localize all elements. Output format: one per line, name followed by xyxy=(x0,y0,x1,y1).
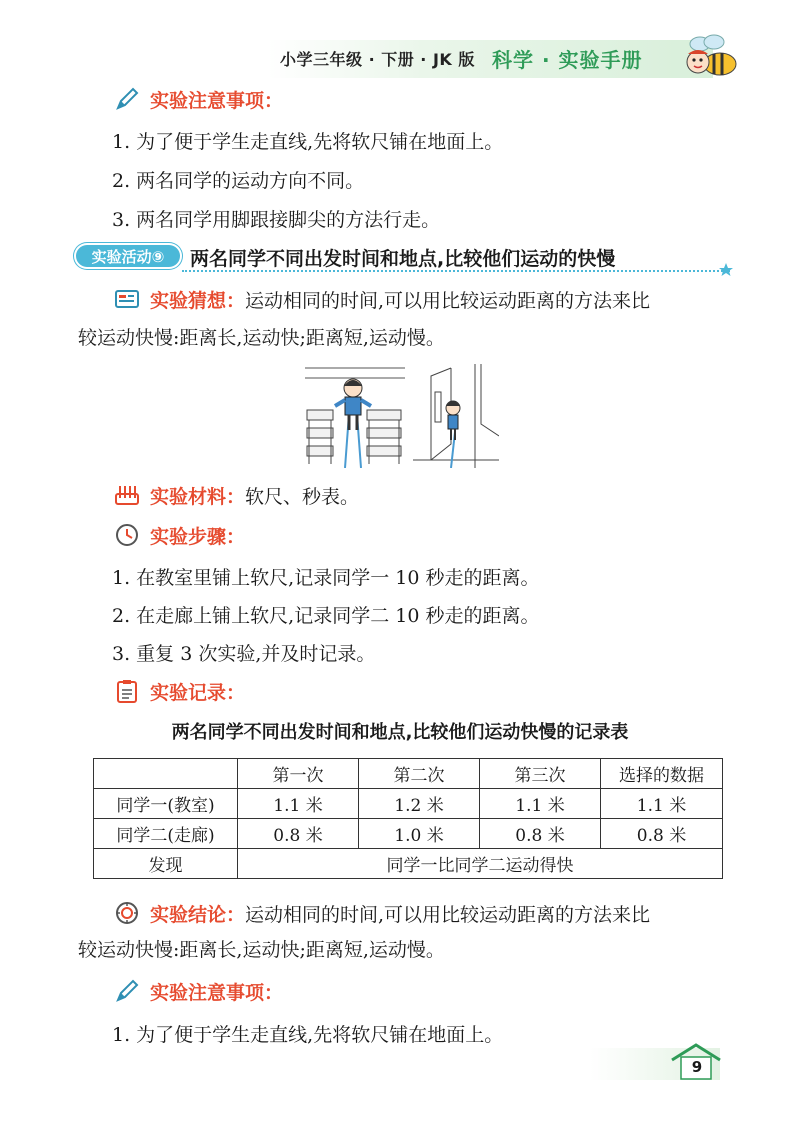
activity-title: 两名同学不同出发时间和地点,比较他们运动的快慢 xyxy=(190,248,616,270)
notes-top-item-3: 3. 两名同学用脚跟接脚尖的方法行走。 xyxy=(112,209,441,231)
table-cell: 1.1 米 xyxy=(601,789,723,819)
notes-bottom-item-1: 1. 为了便于学生走直线,先将软尺铺在地面上。 xyxy=(112,1024,504,1046)
table-finding-label: 发现 xyxy=(94,849,238,879)
steps-heading xyxy=(114,520,245,550)
conclusion-heading xyxy=(114,898,650,928)
notes-bottom-heading xyxy=(114,976,283,1006)
record-title: 实验记录： xyxy=(150,681,246,704)
notes-top-item-1: 1. 为了便于学生走直线,先将软尺铺在地面上。 xyxy=(112,131,504,153)
table-finding: 同学一比同学二运动得快 xyxy=(238,849,723,879)
conclusion-title: 实验结论： xyxy=(150,903,246,926)
table-header-cell: 第二次 xyxy=(359,759,480,789)
bee-mascot-icon xyxy=(680,30,740,82)
pencil-icon xyxy=(114,86,140,112)
star-icon xyxy=(718,262,734,278)
page-number: 9 xyxy=(691,1058,703,1076)
materials-title: 实验材料： xyxy=(150,485,246,508)
table-cell: 同学一(教室) xyxy=(94,789,238,819)
steps-item-2: 2. 在走廊上铺上软尺,记录同学二 10 秒走的距离。 xyxy=(112,605,540,627)
steps-item-1: 1. 在教室里铺上软尺,记录同学一 10 秒走的距离。 xyxy=(112,567,540,589)
header-grade-label: 小学三年级 · 下册 · JK 版 xyxy=(280,50,475,69)
materials-text: 软尺、秒表。 xyxy=(245,485,360,508)
table-cell: 0.8 米 xyxy=(480,819,601,849)
test-tubes-icon xyxy=(114,482,140,508)
hypothesis-heading xyxy=(114,284,650,314)
clipboard-icon xyxy=(114,678,140,704)
notes-top-title: 实验注意事项： xyxy=(150,89,284,112)
classroom-corridor-illustration xyxy=(305,364,499,468)
brain-idea-icon xyxy=(114,900,140,926)
hypothesis-title: 实验猜想： xyxy=(150,289,246,312)
record-heading xyxy=(114,676,245,706)
idea-card-icon xyxy=(114,286,140,312)
table-cell: 1.0 米 xyxy=(359,819,480,849)
conclusion-line2: 较运动快慢:距离长,运动快;距离短,运动慢。 xyxy=(78,939,445,961)
record-table-caption: 两名同学不同出发时间和地点,比较他们运动快慢的记录表 xyxy=(171,722,629,743)
hypothesis-line2: 较运动快慢:距离长,运动快;距离短,运动慢。 xyxy=(78,327,445,349)
notes-bottom-title: 实验注意事项： xyxy=(150,981,284,1004)
table-row xyxy=(94,819,723,849)
conclusion-line1: 运动相同的时间,可以用比较运动距离的方法来比 xyxy=(245,903,651,926)
table-cell: 0.8 米 xyxy=(601,819,723,849)
table-header-cell: 选择的数据 xyxy=(601,759,723,789)
notes-top-item-2: 2. 两名同学的运动方向不同。 xyxy=(112,170,365,192)
activity-badge: 实验活动⑨ xyxy=(74,243,182,269)
notes-top-heading xyxy=(114,84,283,114)
clock-steps-icon xyxy=(114,522,140,548)
pencil-icon xyxy=(114,978,140,1004)
table-header-cell: 第一次 xyxy=(238,759,359,789)
table-cell: 1.1 米 xyxy=(480,789,601,819)
table-cell: 同学二(走廊) xyxy=(94,819,238,849)
table-cell: 0.8 米 xyxy=(238,819,359,849)
table-cell: 1.2 米 xyxy=(359,789,480,819)
header-book-title: 科学 · 实验手册 xyxy=(492,48,643,72)
record-table xyxy=(93,758,723,879)
activity-divider xyxy=(182,270,730,272)
table-header-cell: 第三次 xyxy=(480,759,601,789)
table-header-cell xyxy=(94,759,238,789)
hypothesis-line1: 运动相同的时间,可以用比较运动距离的方法来比 xyxy=(245,289,651,312)
steps-title: 实验步骤： xyxy=(150,525,246,548)
materials-heading xyxy=(114,480,359,510)
table-cell: 1.1 米 xyxy=(238,789,359,819)
table-row xyxy=(94,849,723,879)
steps-item-3: 3. 重复 3 次实验,并及时记录。 xyxy=(112,643,376,665)
table-header-row xyxy=(94,759,723,789)
table-row xyxy=(94,789,723,819)
